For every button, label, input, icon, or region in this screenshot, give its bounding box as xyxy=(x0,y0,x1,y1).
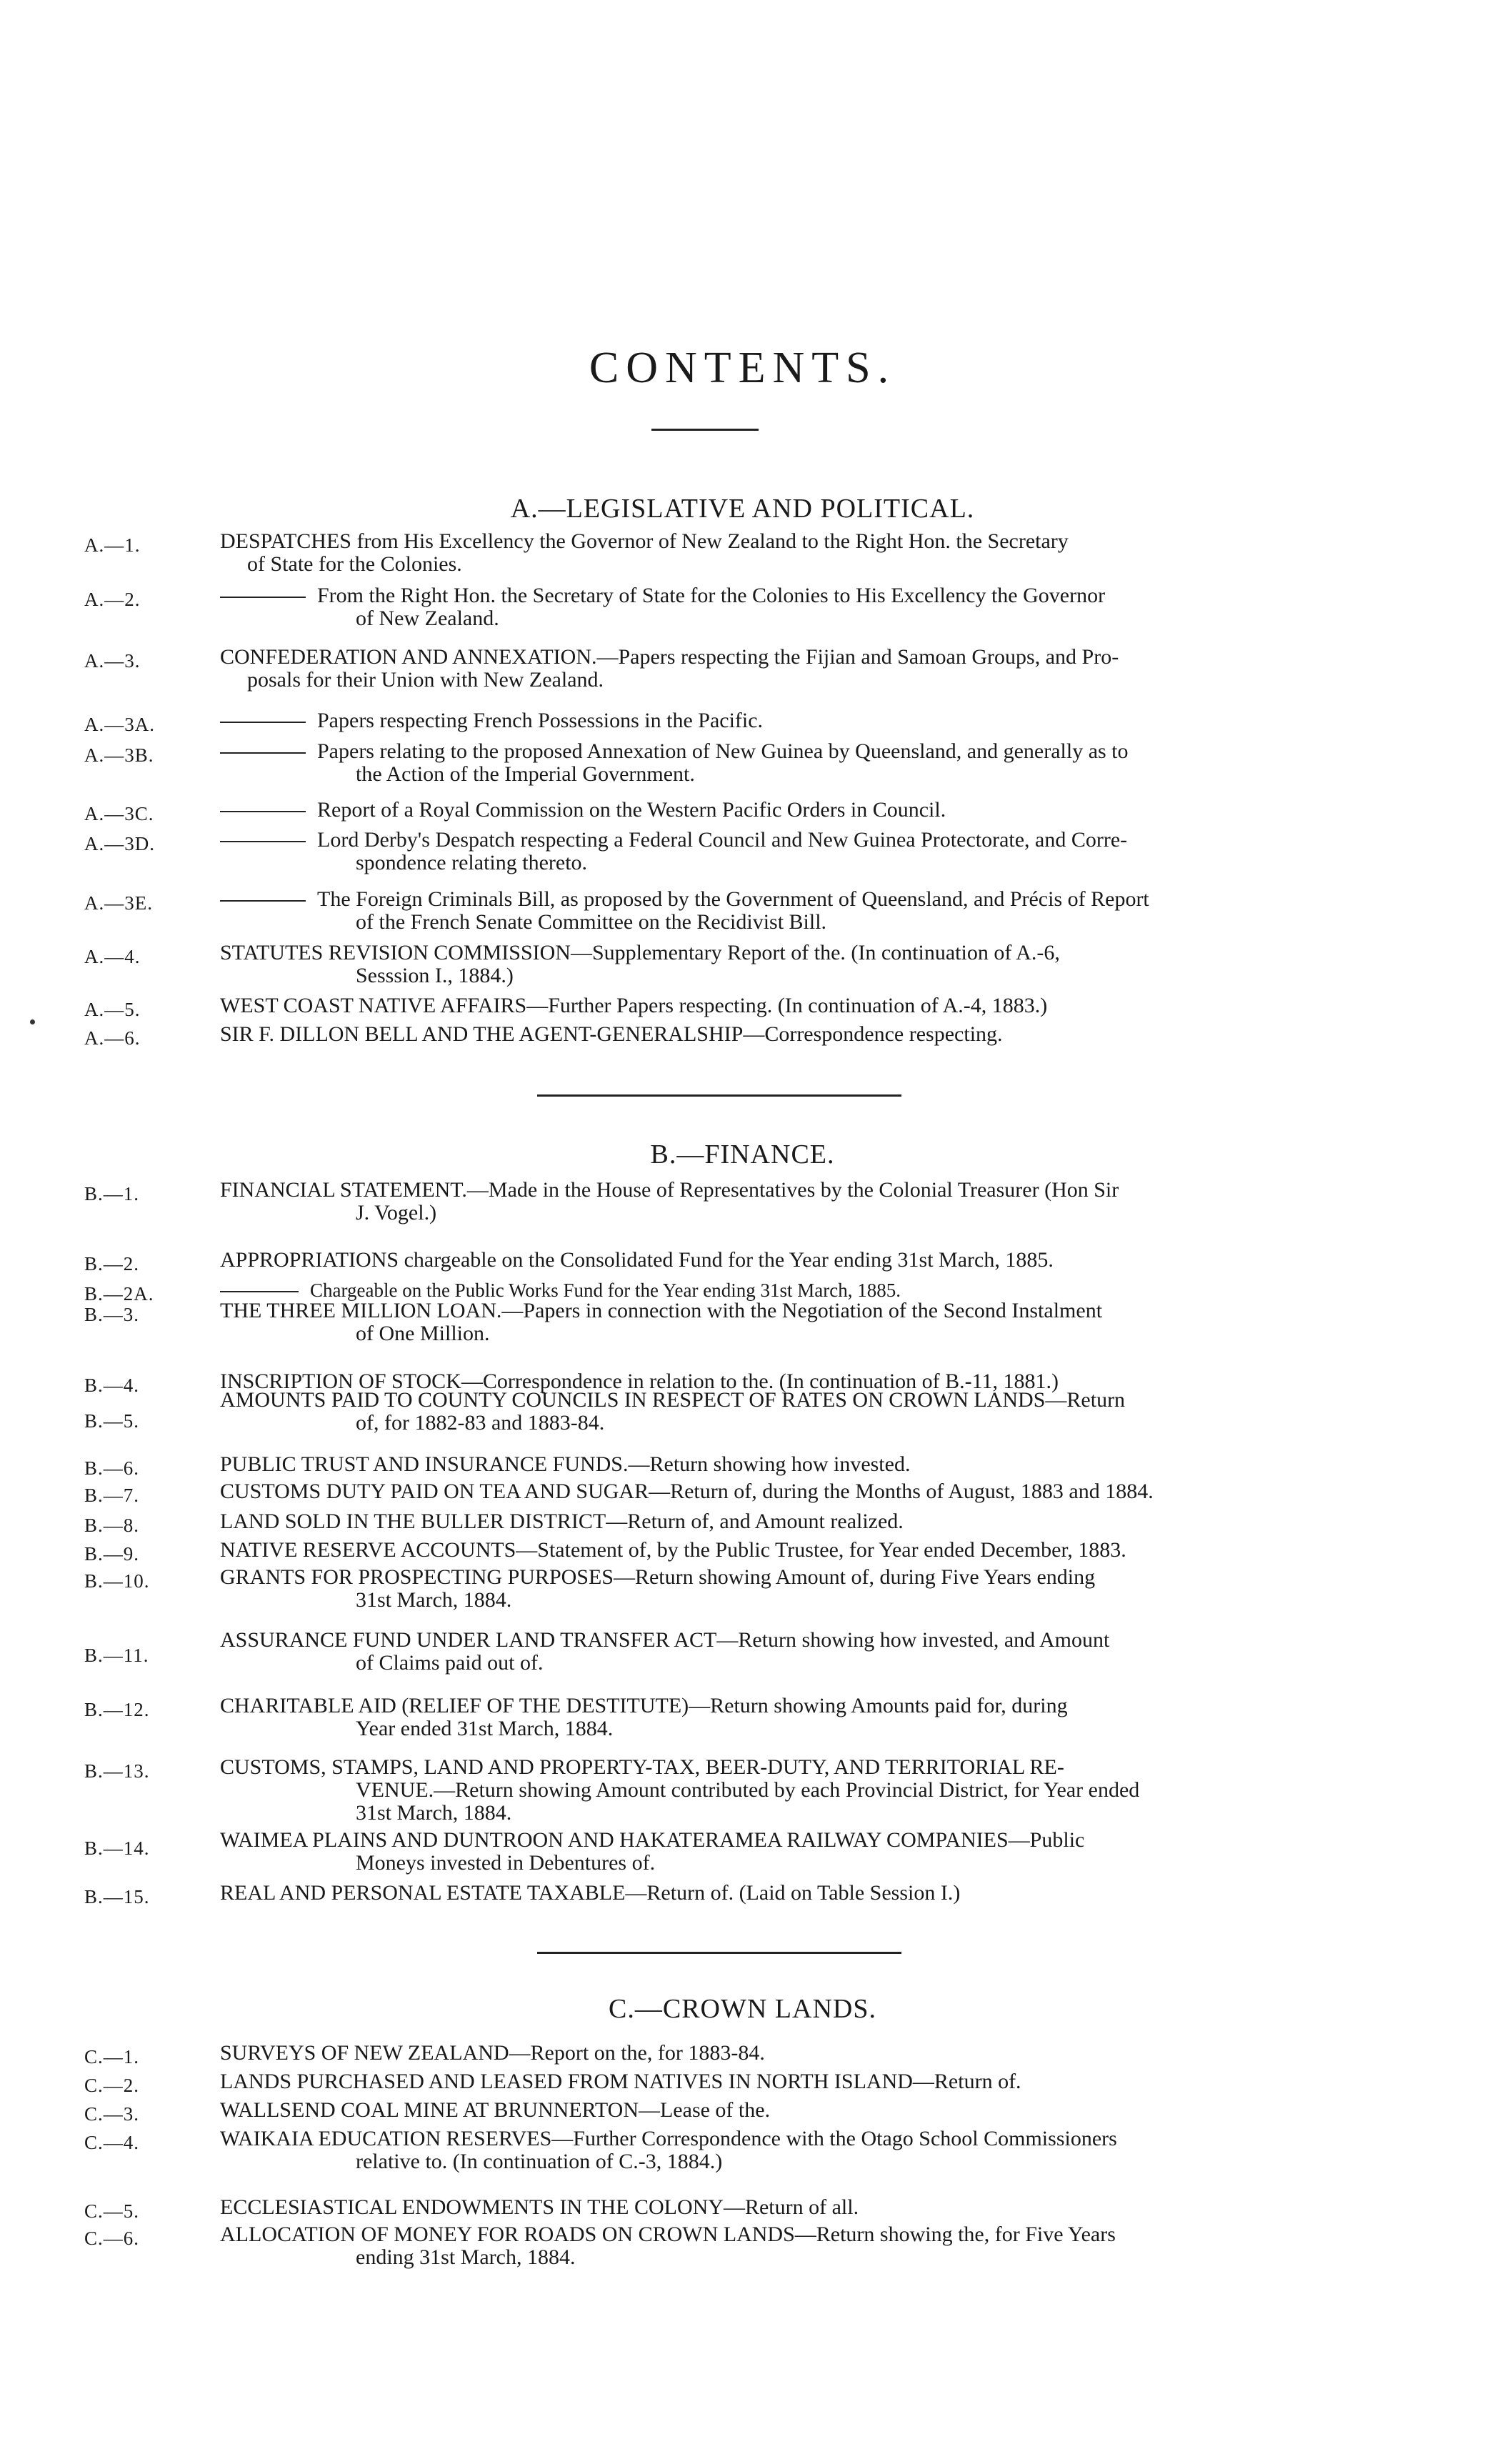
entry-title: GRANTS FOR PROSPECTING PURPOSES—Return showing Amount of, during Five Years ending xyxy=(220,1565,1096,1589)
entry-title: From the Right Hon. the Secretary of State for the Colonies to His Excellency the Governor xyxy=(317,584,1106,607)
entry-code: B.—7. xyxy=(84,1485,140,1506)
entry-title: ASSURANCE FUND UNDER LAND TRANSFER ACT—Return showing how invested, and Amount xyxy=(220,1628,1110,1652)
entry-title: STATUTES REVISION COMMISSION—Supplementary Report of the. (In continuation of A.-6, xyxy=(220,941,1060,964)
entry-code: B.—10. xyxy=(84,1570,150,1592)
entry-title: SIR F. DILLON BELL AND THE AGENT-GENERALSHIP—Correspondence respecting. xyxy=(220,1022,1003,1046)
ditto-dash xyxy=(220,597,306,598)
entry-continuation: of One Million. xyxy=(356,1322,490,1345)
ditto-dash xyxy=(220,841,306,842)
entry-continuation: posals for their Union with New Zealand. xyxy=(247,668,604,692)
entry-continuation: of New Zealand. xyxy=(356,607,499,630)
entry-code: B.—14. xyxy=(84,1837,150,1859)
entry-title: ECCLESIASTICAL ENDOWMENTS IN THE COLONY—Return of all. xyxy=(220,2195,859,2219)
entry-title: Report of a Royal Commission on the Western Pacific Orders in Council. xyxy=(317,798,946,822)
entry-title: CUSTOMS, STAMPS, LAND AND PROPERTY-TAX, BEER-DUTY, AND TERRITORIAL RE- xyxy=(220,1755,1064,1779)
entry-code: B.—8. xyxy=(84,1515,140,1536)
entry-code: A.—3A. xyxy=(84,714,155,735)
entry-code: A.—6. xyxy=(84,1027,141,1049)
entry-title: CHARITABLE AID (RELIEF OF THE DESTITUTE)—Return showing Amounts paid for, during xyxy=(220,1694,1068,1717)
entry-title: INSCRIPTION OF STOCK—Correspondence in relation to the. (In continuation of B.-11, 1881.) xyxy=(220,1370,1059,1393)
section-heading-a: A.—LEGISLATIVE AND POLITICAL. xyxy=(510,494,975,524)
entry-code: C.—3. xyxy=(84,2103,140,2125)
entry-code: B.—3. xyxy=(84,1304,140,1325)
entry-title: LANDS PURCHASED AND LEASED FROM NATIVES IN NORTH ISLAND—Return of. xyxy=(220,2070,1021,2093)
entry-code: B.—2. xyxy=(84,1253,140,1275)
entry-continuation: of the French Senate Committee on the Recidivist Bill. xyxy=(356,910,827,934)
entry-code: B.—5. xyxy=(84,1410,140,1432)
ditto-dash xyxy=(220,722,306,723)
entry-title: LAND SOLD IN THE BULLER DISTRICT—Return of, and Amount realized. xyxy=(220,1510,904,1533)
entry-code: B.—2A. xyxy=(84,1283,154,1305)
entry-continuation: of State for the Colonies. xyxy=(247,552,462,576)
entry-title: ALLOCATION OF MONEY FOR ROADS ON CROWN LANDS—Return showing the, for Five Years xyxy=(220,2223,1116,2246)
entry-title: The Foreign Criminals Bill, as proposed by the Government of Queensland, and Précis of Report xyxy=(317,887,1149,911)
entry-continuation: spondence relating thereto. xyxy=(356,851,588,874)
entry-title: DESPATCHES from His Excellency the Governor of New Zealand to the Right Hon. the Secretary xyxy=(220,529,1069,553)
entry-title: Chargeable on the Public Works Fund for the Year ending 31st March, 1885. xyxy=(310,1280,901,1301)
entry-title: CUSTOMS DUTY PAID ON TEA AND SUGAR—Return of, during the Months of August, 1883 and 1884. xyxy=(220,1480,1154,1503)
entry-continuation: Year ended 31st March, 1884. xyxy=(356,1717,614,1740)
entry-continuation: Moneys invested in Debentures of. xyxy=(356,1851,656,1875)
section-divider xyxy=(537,1952,901,1954)
entry-title: CONFEDERATION AND ANNEXATION.—Papers respecting the Fijian and Samoan Groups, and Pro- xyxy=(220,645,1119,669)
entry-code: B.—1. xyxy=(84,1183,140,1204)
entry-title: WALLSEND COAL MINE AT BRUNNERTON—Lease of the. xyxy=(220,2098,771,2122)
entry-code: B.—13. xyxy=(84,1760,150,1782)
title-rule xyxy=(651,429,759,431)
entry-code: B.—6. xyxy=(84,1457,140,1479)
ditto-dash xyxy=(220,1291,299,1292)
ditto-dash xyxy=(220,811,306,812)
entry-title: WAIKAIA EDUCATION RESERVES—Further Correspondence with the Otago School Commissioners xyxy=(220,2127,1117,2150)
entry-code: A.—3B. xyxy=(84,744,154,766)
entry-code: A.—2. xyxy=(84,589,141,610)
entry-title: FINANCIAL STATEMENT.—Made in the House of Representatives by the Colonial Treasurer (Hon Sir xyxy=(220,1178,1119,1202)
entry-code: C.—1. xyxy=(84,2046,140,2068)
entry-continuation-2: 31st March, 1884. xyxy=(356,1801,512,1825)
entry-code: A.—5. xyxy=(84,999,141,1020)
entry-code: A.—3C. xyxy=(84,803,154,824)
entry-continuation: relative to. (In continuation of C.-3, 1884.) xyxy=(356,2150,723,2173)
entry-code: B.—4. xyxy=(84,1375,140,1396)
entry-continuation: J. Vogel.) xyxy=(356,1201,437,1224)
entry-title: WEST COAST NATIVE AFFAIRS—Further Papers respecting. (In continuation of A.-4, 1883.) xyxy=(220,994,1048,1017)
entry-continuation: the Action of the Imperial Government. xyxy=(356,762,695,786)
entry-title: WAIMEA PLAINS AND DUNTROON AND HAKATERAMEA RAILWAY COMPANIES—Public xyxy=(220,1828,1085,1852)
entry-continuation: VENUE.—Return showing Amount contributed by each Provincial District, for Year ended xyxy=(356,1778,1140,1802)
entry-title: APPROPRIATIONS chargeable on the Consolidated Fund for the Year ending 31st March, 1885. xyxy=(220,1248,1054,1272)
entry-title: Lord Derby's Despatch respecting a Federal Council and New Guinea Protectorate, and Corre- xyxy=(317,828,1128,852)
entry-code: C.—4. xyxy=(84,2132,140,2153)
entry-continuation: 31st March, 1884. xyxy=(356,1588,512,1612)
print-speck xyxy=(30,1019,35,1024)
entry-code: B.—12. xyxy=(84,1699,150,1720)
entry-code: C.—6. xyxy=(84,2228,140,2249)
entry-continuation: of, for 1882-83 and 1883-84. xyxy=(356,1411,605,1435)
entry-title: PUBLIC TRUST AND INSURANCE FUNDS.—Return showing how invested. xyxy=(220,1452,911,1476)
ditto-dash xyxy=(220,900,306,902)
section-divider xyxy=(537,1094,901,1097)
entry-title: SURVEYS OF NEW ZEALAND—Report on the, for 1883-84. xyxy=(220,2041,765,2065)
entry-title: Papers respecting French Possessions in the Pacific. xyxy=(317,709,764,732)
entry-continuation: of Claims paid out of. xyxy=(356,1651,544,1675)
entry-code: C.—5. xyxy=(84,2200,140,2222)
entry-title: Papers relating to the proposed Annexation of New Guinea by Queensland, and generally as to xyxy=(317,739,1129,763)
entry-code: A.—1. xyxy=(84,534,141,556)
entry-title: NATIVE RESERVE ACCOUNTS—Statement of, by the Public Trustee, for Year ended December, 1883. xyxy=(220,1538,1126,1562)
entry-title: THE THREE MILLION LOAN.—Papers in connection with the Negotiation of the Second Instalment xyxy=(220,1299,1103,1322)
section-heading-c: C.—CROWN LANDS. xyxy=(609,1994,876,2024)
entry-code: B.—11. xyxy=(84,1645,149,1666)
entry-code: B.—9. xyxy=(84,1543,140,1565)
page-title: CONTENTS. xyxy=(589,344,896,392)
entry-code: A.—3E. xyxy=(84,892,153,914)
entry-code: A.—4. xyxy=(84,946,141,967)
ditto-dash xyxy=(220,752,306,754)
entry-continuation: Sesssion I., 1884.) xyxy=(356,964,514,987)
entry-code: A.—3. xyxy=(84,650,141,672)
entry-continuation: ending 31st March, 1884. xyxy=(356,2245,576,2269)
entry-title: REAL AND PERSONAL ESTATE TAXABLE—Return of. (Laid on Table Session I.) xyxy=(220,1881,961,1905)
entry-code: A.—3D. xyxy=(84,833,155,854)
section-heading-b: B.—FINANCE. xyxy=(650,1139,835,1169)
entry-code: B.—15. xyxy=(84,1886,150,1907)
entry-title: AMOUNTS PAID TO COUNTY COUNCILS IN RESPECT OF RATES ON CROWN LANDS—Return xyxy=(220,1388,1126,1412)
entry-code: C.—2. xyxy=(84,2075,140,2096)
